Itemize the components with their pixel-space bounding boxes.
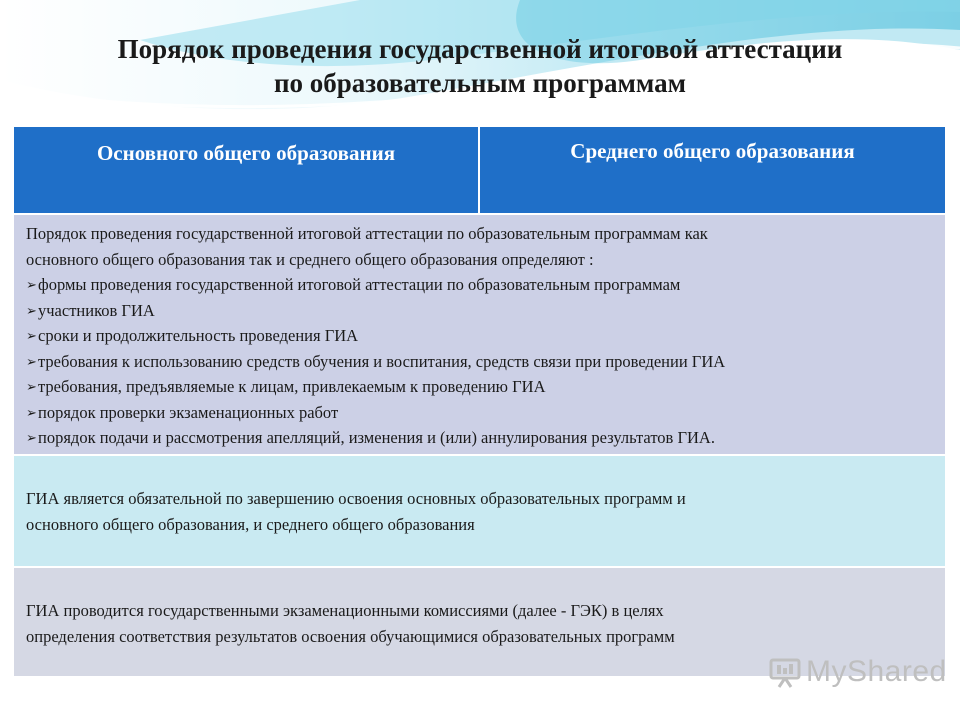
checkmark-bullet-icon: ➢ xyxy=(26,404,37,420)
list-item: ➢ требования к использованию средств обучения и воспитания, средств связи при проведении ГИА xyxy=(26,349,935,375)
checkmark-bullet-icon: ➢ xyxy=(26,353,37,369)
watermark-logo xyxy=(768,655,947,689)
title-line-2: по образовательным программам xyxy=(273,68,686,98)
procedure-intro-line-1: Порядок проведения государственной итоговой аттестации по образовательным программам как xyxy=(26,224,708,243)
table-header-row xyxy=(14,127,945,213)
info-table xyxy=(14,127,945,676)
commission-line-1: ГИА проводится государственными экзаменационными комиссиями (далее - ГЭК) в целях xyxy=(26,601,664,620)
page-title xyxy=(40,32,920,100)
list-item: ➢ сроки и продолжительность проведения ГИА xyxy=(26,323,935,349)
checkmark-bullet-icon: ➢ xyxy=(26,379,37,394)
checkmark-bullet-icon: ➢ xyxy=(26,302,37,318)
mandatory-line-2: основного общего образования, и среднего общего образования xyxy=(26,514,475,534)
commission-line-2: определения соответствия результатов освоения обучающимися образовательных программ xyxy=(26,626,675,646)
checkmark-bullet-icon: ➢ xyxy=(26,430,37,445)
table-row-procedure xyxy=(14,213,945,454)
procedure-intro-line-2: основного общего образования так и среднего общего образования определяют : xyxy=(26,249,594,269)
checkmark-bullet-icon: ➢ xyxy=(26,328,37,343)
watermark-text: MyShared xyxy=(806,655,947,688)
list-item: ➢ порядок проверки экзаменационных работ xyxy=(26,400,935,426)
mandatory-line-1: ГИА является обязательной по завершению освоения основных образовательных программ и xyxy=(26,489,686,508)
list-item: ➢ порядок подачи и рассмотрения апелляций, изменения и (или) аннулирования результатов ГИА. xyxy=(26,425,935,451)
checkmark-bullet-icon: ➢ xyxy=(26,277,37,292)
list-item: ➢ формы проведения государственной итоговой аттестации по образовательным программам xyxy=(26,272,935,298)
title-line-1: Порядок проведения государственной итоговой аттестации xyxy=(117,34,843,64)
table-row-mandatory xyxy=(14,454,945,566)
list-item: ➢ участников ГИА xyxy=(26,298,935,324)
header-basic-education: Основного общего образования xyxy=(14,127,480,213)
list-item: ➢ требования, предъявляемые к лицам, привлекаемым к проведению ГИА xyxy=(26,374,935,400)
presentation-icon xyxy=(768,655,802,689)
header-secondary-education: Среднего общего образования xyxy=(480,127,945,213)
